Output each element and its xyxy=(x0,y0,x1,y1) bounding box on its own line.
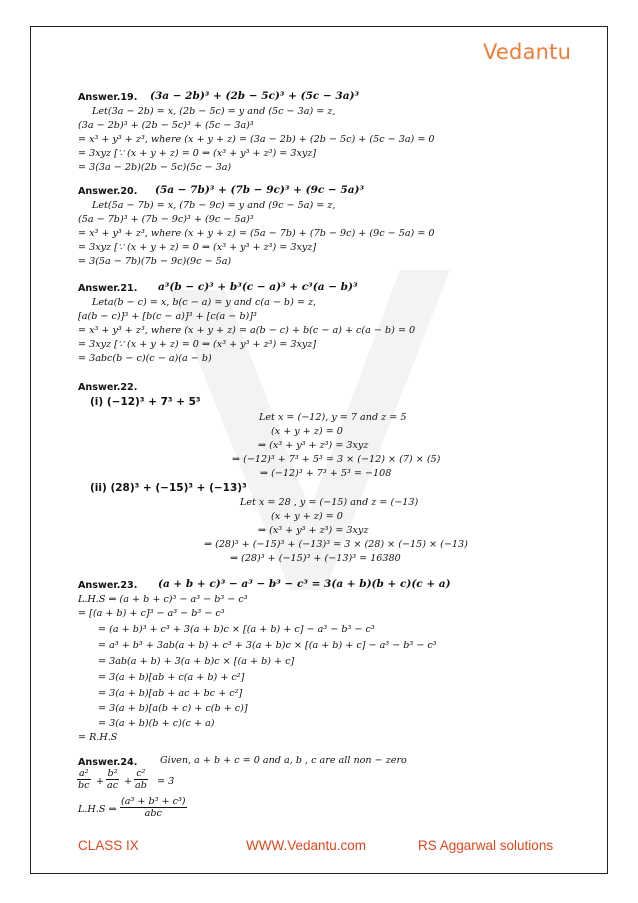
equals-three: = 3 xyxy=(157,776,175,787)
answer-23-line: = (a + b)³ + c³ + 3(a + b)c × [(a + b) + c] − a³ − b³ − c³ xyxy=(98,624,375,635)
fraction-denominator: abc xyxy=(144,808,162,819)
answer-23-line: = [(a + b) + c]³ − a³ − b³ − c³ xyxy=(78,608,225,619)
answer-23-line: = 3(a + b)[a(b + c) + c(b + c)] xyxy=(98,703,248,714)
answer-19-line: Let(3a − 2b) = x, (2b − 5c) = y and (5c − 3a) = z, xyxy=(92,106,336,117)
answer-23-line: = 3ab(a + b) + 3(a + b)c × [(a + b) + c] xyxy=(98,656,295,667)
answer-22-line: ⇒ (−12)³ + 7³ + 5³ = 3 × (−12) × (7) × (5) xyxy=(232,454,441,465)
answer-22-part-i-title: (i) (−12)³ + 7³ + 5³ xyxy=(90,396,201,408)
fraction-c2-ab xyxy=(134,768,148,791)
answer-22-line: Let x = (−12), y = 7 and z = 5 xyxy=(259,412,407,423)
answer-21-line: Leta(b − c) = x, b(c − a) = y and c(a − b) = z, xyxy=(92,297,317,308)
answer-22-label: Answer.22. xyxy=(78,382,138,393)
answer-23-line: L.H.S ⇒ (a + b + c)³ − a³ − b³ − c³ xyxy=(78,594,248,605)
answer-22-line: ⇒ (−12)³ + 7³ + 5³ = −108 xyxy=(260,468,392,479)
answer-24-lhs: L.H.S ⇒ xyxy=(78,804,117,815)
answer-23-line: = 3(a + b)[ab + ac + bc + c²] xyxy=(98,688,243,699)
fraction-denominator: bc xyxy=(78,780,90,791)
fraction-a2-bc xyxy=(77,768,91,791)
footer-book-title: RS Aggarwal solutions xyxy=(418,838,554,853)
fraction-denominator: ac xyxy=(107,780,119,791)
answer-21-line: = 3abc(b − c)(c − a)(a − b) xyxy=(78,353,212,364)
footer-website-link[interactable]: WWW.Vedantu.com xyxy=(246,838,367,853)
fraction-numerator: c² xyxy=(134,768,148,780)
answer-19-line: = x³ + y³ + z³, where (x + y + z) = (3a − 2b) + (2b − 5c) + (5c − 3a) = 0 xyxy=(78,134,435,145)
answer-20-line: = 3xyz [∵ (x + y + z) = 0 ⇒ (x³ + y³ + z³) = 3xyz] xyxy=(78,242,317,253)
answer-22-line: ⇒ (x³ + y³ + z³) = 3xyz xyxy=(258,440,369,451)
answer-19-line: (3a − 2b)³ + (2b − 5c)³ + (5c − 3a)³ xyxy=(78,120,254,131)
answer-21-label: Answer.21. xyxy=(78,283,138,294)
answer-20-label: Answer.20. xyxy=(78,186,138,197)
answer-20-title: (5a − 7b)³ + (7b − 9c)³ + (9c − 5a)³ xyxy=(155,184,365,196)
fraction-numerator: (a³ + b³ + c³) xyxy=(121,796,186,807)
fraction-numerator: a² xyxy=(78,768,89,779)
answer-23-line: = R.H.S xyxy=(78,732,118,743)
answer-22-line: (x + y + z) = 0 xyxy=(271,426,343,437)
answer-23-title: (a + b + c)³ − a³ − b³ − c³ = 3(a + b)(b + c)(c + a) xyxy=(158,578,451,590)
answer-20-line: = 3(5a − 7b)(7b − 9c)(9c − 5a) xyxy=(78,256,232,267)
answer-22-line: Let x = 28 , y = (−15) and z = (−13) xyxy=(240,497,419,508)
answer-19-line: = 3(3a − 2b)(2b − 5c)(5c − 3a) xyxy=(78,162,232,173)
fraction-sum-cubes-abc xyxy=(120,796,187,819)
answer-23-line: = 3(a + b)[ab + c(a + b) + c²] xyxy=(98,672,245,683)
answer-20-line: = x³ + y³ + z³, where (x + y + z) = (5a − 7b) + (7b − 9c) + (9c − 5a) = 0 xyxy=(78,228,435,239)
plus-sign: + xyxy=(124,776,133,787)
vedantu-logo: Vedantu xyxy=(483,40,572,64)
answer-23-line: = 3(a + b)(b + c)(c + a) xyxy=(98,718,215,729)
answer-22-line: ⇒ (x³ + y³ + z³) = 3xyz xyxy=(258,525,369,536)
answer-22-line: ⇒ (28)³ + (−15)³ + (−13)³ = 3 × (28) × (−15) × (−13) xyxy=(204,539,468,550)
answer-24-given: Given, a + b + c = 0 and a, b , c are all non − zero xyxy=(160,755,407,766)
answer-21-line: [a(b − c)]³ + [b(c − a)]³ + [c(a − b)]³ xyxy=(78,311,257,322)
plus-sign: + xyxy=(96,776,105,787)
answer-19-line: = 3xyz [∵ (x + y + z) = 0 ⇒ (x³ + y³ + z³) = 3xyz] xyxy=(78,148,317,159)
answer-24-label: Answer.24. xyxy=(78,757,138,768)
answer-23-line: = a³ + b³ + 3ab(a + b) + c³ + 3(a + b)c × [(a + b) + c] − a³ − b³ − c³ xyxy=(98,640,437,651)
answer-23-label: Answer.23. xyxy=(78,580,138,591)
footer-class: CLASS IX xyxy=(78,838,139,853)
answer-22-line: (x + y + z) = 0 xyxy=(271,511,343,522)
answer-21-title: a³(b − c)³ + b³(c − a)³ + c³(a − b)³ xyxy=(158,281,358,293)
answer-19-title: (3a − 2b)³ + (2b − 5c)³ + (5c − 3a)³ xyxy=(150,90,360,102)
answer-19-label: Answer.19. xyxy=(78,92,138,103)
fraction-numerator: b² xyxy=(107,768,118,779)
fraction-denominator: ab xyxy=(135,780,147,791)
answer-21-line: = 3xyz [∵ (x + y + z) = 0 ⇒ (x³ + y³ + z³) = 3xyz] xyxy=(78,339,317,350)
answer-22-line: ⇒ (28)³ + (−15)³ + (−13)³ = 16380 xyxy=(230,553,401,564)
answer-22-part-ii-title: (ii) (28)³ + (−15)³ + (−13)³ xyxy=(90,482,247,494)
answer-21-line: = x³ + y³ + z³, where (x + y + z) = a(b − c) + b(c − a) + c(a − b) = 0 xyxy=(78,325,416,336)
answer-20-line: (5a − 7b)³ + (7b − 9c)³ + (9c − 5a)³ xyxy=(78,214,254,225)
fraction-b2-ac xyxy=(106,768,119,791)
answer-20-line: Let(5a − 7b) = x, (7b − 9c) = y and (9c − 5a) = z, xyxy=(92,200,336,211)
